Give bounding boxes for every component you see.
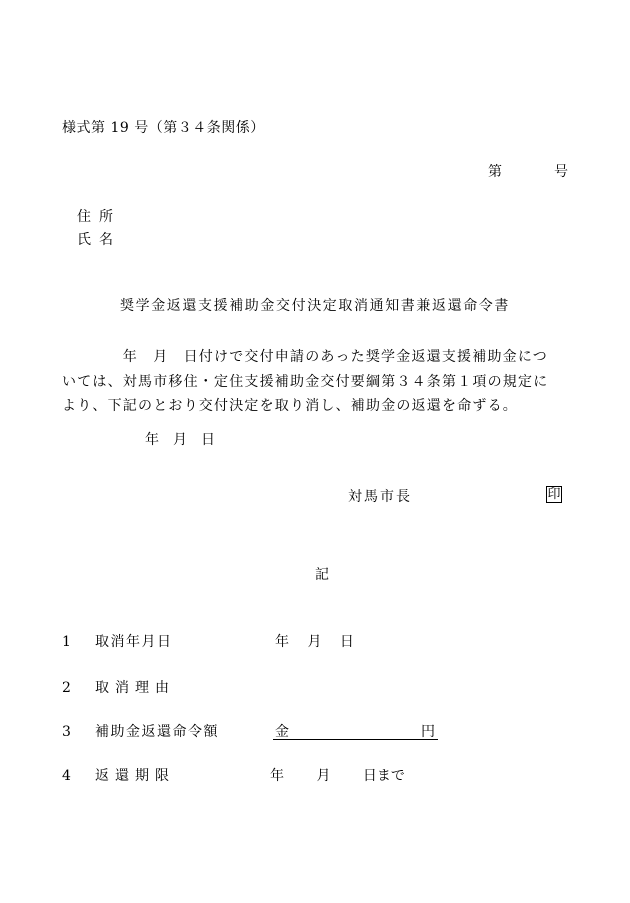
item-number: 2 [62, 680, 71, 696]
issue-date: 年 月 日 [145, 432, 215, 448]
amount-suffix: 円 [421, 724, 435, 740]
form-number: 様式第 19 号（第３４条関係） [62, 120, 265, 136]
amount-prefix: 金 [275, 724, 289, 740]
item-label-cancel-date: 取消年月日 [95, 634, 173, 650]
document-number-suffix: 号 [554, 164, 568, 180]
item-number: 1 [62, 634, 71, 650]
item-label-cancel-reason: 取消理由 [95, 680, 175, 696]
body-line: いては、対馬市移住・定住支援補助金交付要綱第３４条第１項の規定に [62, 373, 549, 390]
document-number-prefix: 第 [488, 164, 502, 180]
name-label: 氏名 [77, 232, 121, 248]
document-title: 奨学金返還支援補助金交付決定取消通知書兼返還命令書 [120, 298, 510, 314]
item-label-return-amount: 補助金返還命令額 [95, 724, 219, 740]
seal-stamp: 印 [547, 487, 561, 502]
body-line: より、下記のとおり交付決定を取り消し、補助金の返還を命ずる。 [62, 398, 518, 414]
amount-underline [273, 721, 438, 740]
ki-heading: 記 [315, 567, 329, 583]
item-value-cancel-date: 年 月 日 [275, 634, 354, 650]
item-label-return-deadline: 返還期限 [95, 768, 175, 784]
address-label: 住所 [77, 209, 121, 225]
item-value-return-deadline: 年 月 日まで [270, 768, 405, 784]
body-paragraph [62, 345, 562, 419]
item-number: 4 [62, 768, 71, 784]
body-line: 年 月 日付けで交付申請のあった奨学金返還支援補助金につ [62, 349, 548, 365]
item-number: 3 [62, 724, 71, 740]
mayor-label: 対馬市長 [348, 489, 412, 505]
